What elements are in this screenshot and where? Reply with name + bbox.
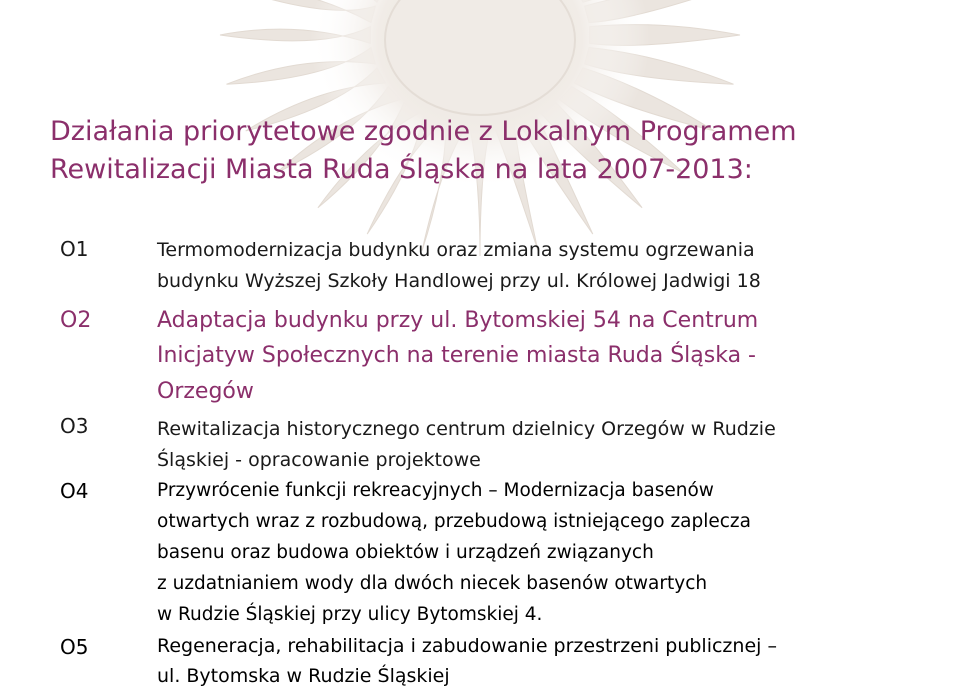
item-o4-line-1: Przywrócenie funkcji rekreacyjnych – Modernizacja basenów [157,480,714,501]
item-o2-line-1: Adaptacja budynku przy ul. Bytomskiej 54 na Centrum [157,308,759,333]
item-code-o5: O5 [60,635,89,659]
item-o4-line-2: otwartych wraz z rozbudową, przebudową istniejącego zaplecza [157,511,751,532]
item-o3-line-2: Śląskiej - opracowanie projektowe [157,449,481,471]
item-o4-line-3: basenu oraz budowa obiektów i urządzeń związanych [157,542,654,563]
item-o2-line-3: Orzegów [157,379,254,404]
item-o4-line-5: w Rudzie Śląskiej przy ulicy Bytomskiej 4. [157,604,543,625]
title-line-2: Rewitalizacji Miasta Ruda Śląska na lata 2007-2013: [50,154,753,185]
item-code-o2: O2 [60,308,92,333]
item-o1-line-2: budynku Wyższej Szkoły Handlowej przy ul. Królowej Jadwigi 18 [157,270,761,292]
item-o5-line-1: Regeneracja, rehabilitacja i zabudowanie przestrzeni publicznej – [157,635,777,657]
item-o1-line-1: Termomodernizacja budynku oraz zmiana systemu ogrzewania [157,239,755,261]
item-code-o3: O3 [60,414,89,438]
item-o3-line-1: Rewitalizacja historycznego centrum dzielnicy Orzegów w Rudzie [157,418,776,440]
item-code-o4: O4 [60,479,89,503]
item-o5-line-2: ul. Bytomska w Rudzie Śląskiej [157,665,450,687]
item-code-o1: O1 [60,237,89,261]
title-line-1: Działania priorytetowe zgodnie z Lokalnym Programem [50,116,797,147]
item-o4-line-4: z uzdatnianiem wody dla dwóch niecek basenów otwartych [157,573,708,594]
item-o2-line-2: Inicjatyw Społecznych na terenie miasta Ruda Śląska - [157,343,756,368]
